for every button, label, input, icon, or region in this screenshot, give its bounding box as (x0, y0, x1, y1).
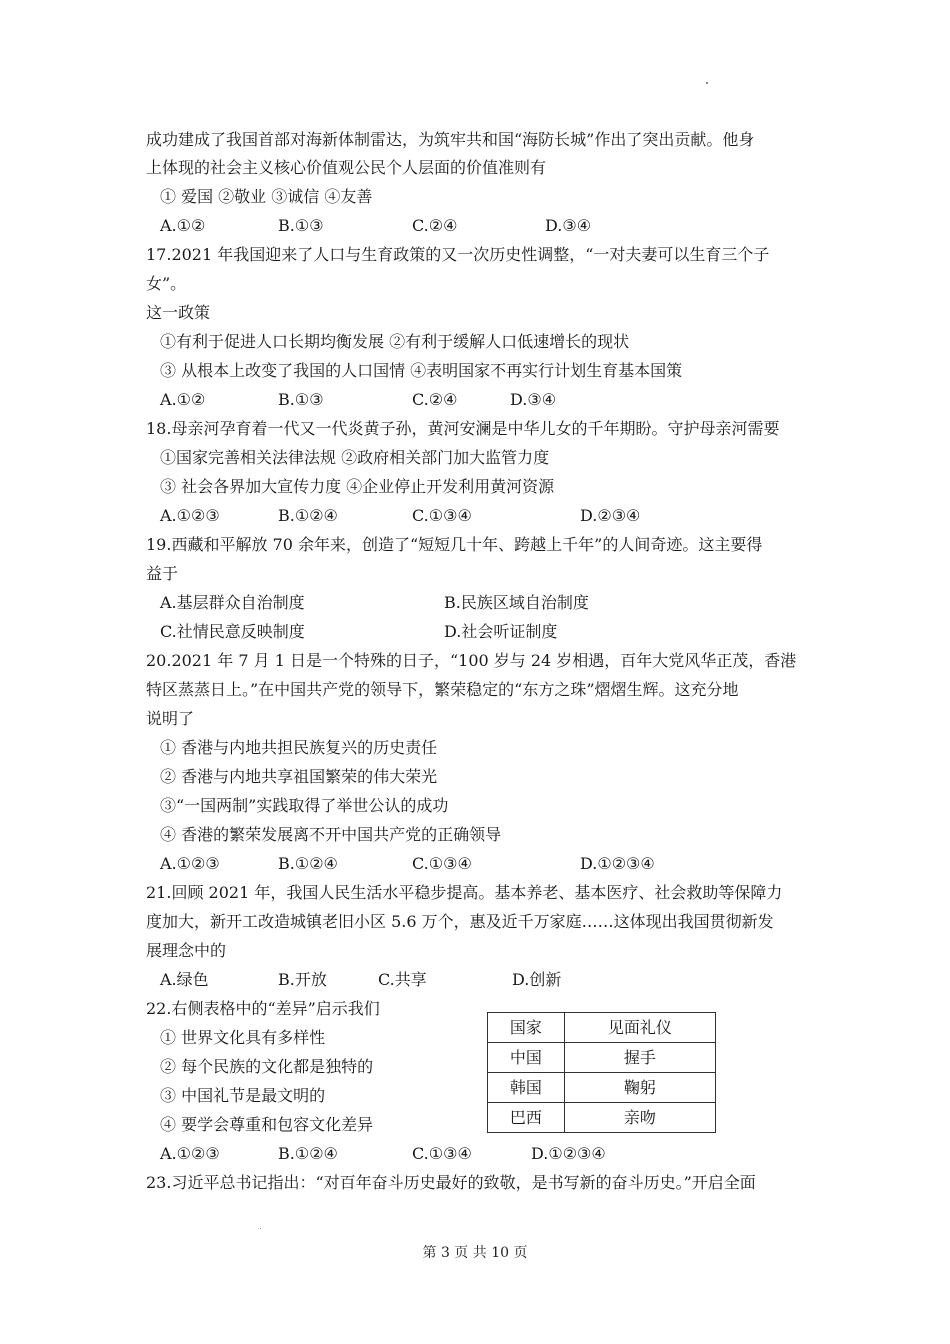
q20-option-c[interactable]: C.①③④ (412, 854, 472, 873)
q22-option-d[interactable]: D.①②③④ (531, 1144, 606, 1163)
q17-option-d[interactable]: D.③④ (510, 390, 557, 409)
q21-option-a[interactable]: A.绿色 (160, 970, 209, 989)
table-cell: 韩国 (488, 1073, 565, 1103)
table-cell: 亲吻 (564, 1103, 715, 1133)
q17-option-b[interactable]: B.①③ (278, 390, 324, 409)
q18-option-b[interactable]: B.①②④ (278, 506, 338, 525)
q16-text-line1: 成功建成了我国首部对海新体制雷达，为筑牢共和国“海防长城”作出了突出贡献。他身 (146, 130, 755, 149)
q22-option-c[interactable]: C.①③④ (412, 1144, 472, 1163)
q19-option-a[interactable]: A.基层群众自治制度 (160, 593, 305, 612)
q16-option-a[interactable]: A.①② (160, 216, 206, 235)
q17-text-line3: 这一政策 (146, 303, 211, 322)
q21-option-b[interactable]: B.开放 (278, 970, 327, 989)
q18-statements-2: ③ 社会各界加大宣传力度 ④企业停止开发利用黄河资源 (160, 477, 555, 496)
table-header-row (488, 1013, 716, 1043)
page-footer: 第 3 页 共 10 页 (422, 1245, 528, 1261)
q20-option-a[interactable]: A.①②③ (160, 854, 220, 873)
q20-text-line3: 说明了 (146, 709, 195, 728)
q20-option-b[interactable]: B.①②④ (278, 854, 338, 873)
corner-mark (706, 82, 708, 84)
table-header-cell: 见面礼仪 (564, 1013, 715, 1043)
q18-option-a[interactable]: A.①②③ (160, 506, 220, 525)
table-cell: 鞠躬 (564, 1073, 715, 1103)
q20-text-line2: 特区蒸蒸日上。”在中国共产党的领导下，繁荣稳定的“东方之珠”熠熠生辉。这充分地 (146, 680, 739, 699)
table-cell: 握手 (564, 1043, 715, 1073)
table-row (488, 1043, 716, 1073)
q17-text-line1: 17.2021 年我国迎来了人口与生育政策的又一次历史性调整，“一对夫妻可以生育三个子 (146, 245, 770, 264)
q19-option-d[interactable]: D.社会听证制度 (444, 622, 558, 641)
q19-option-c[interactable]: C.社情民意反映制度 (160, 622, 305, 641)
q20-statement-2: ② 香港与内地共享祖国繁荣的伟大荣光 (160, 767, 438, 786)
q20-statement-4: ④ 香港的繁荣发展离不开中国共产党的正确领导 (160, 825, 502, 844)
q21-option-d[interactable]: D.创新 (512, 970, 562, 989)
table-row (488, 1103, 716, 1133)
table-header-cell: 国家 (488, 1013, 565, 1043)
q19-option-b[interactable]: B.民族区域自治制度 (444, 593, 589, 612)
q16-option-d[interactable]: D.③④ (545, 216, 592, 235)
q22-text-line1: 22.右侧表格中的“差异”启示我们 (146, 999, 380, 1018)
q19-text-line1: 19.西藏和平解放 70 余年来，创造了“短短几十年、跨越上千年”的人间奇迹。这主要得 (146, 535, 763, 554)
q22-option-b[interactable]: B.①②④ (278, 1144, 338, 1163)
q21-text-line1: 21.回顾 2021 年，我国人民生活水平稳步提高。基本养老、基本医疗、社会救助等保障力 (146, 883, 783, 902)
q20-statement-3: ③“一国两制”实践取得了举世公认的成功 (160, 796, 449, 815)
q19-text-line2: 益于 (146, 564, 179, 583)
table-cell: 中国 (488, 1043, 565, 1073)
q17-option-a[interactable]: A.①② (160, 390, 206, 409)
q23-text-line1: 23.习近平总书记指出：“对百年奋斗历史最好的致敬，是书写新的奋斗历史。”开启全面 (146, 1173, 756, 1192)
table-row (488, 1073, 716, 1103)
q22-statement-4: ④ 要学会尊重和包容文化差异 (160, 1115, 374, 1134)
q22-statement-1: ① 世界文化具有多样性 (160, 1028, 326, 1047)
etiquette-table (487, 1012, 716, 1133)
q16-statements: ① 爱国 ②敬业 ③诚信 ④友善 (160, 187, 373, 206)
q22-statement-2: ② 每个民族的文化都是独特的 (160, 1057, 374, 1076)
q18-option-c[interactable]: C.①③④ (412, 506, 472, 525)
q20-option-d[interactable]: D.①②③④ (580, 854, 655, 873)
q16-option-c[interactable]: C.②④ (412, 216, 458, 235)
q21-text-line3: 展理念中的 (146, 941, 227, 960)
q22-option-a[interactable]: A.①②③ (160, 1144, 220, 1163)
q18-option-d[interactable]: D.②③④ (580, 506, 641, 525)
q18-text-line1: 18.母亲河孕育着一代又一代炎黄子孙，黄河安澜是中华儿女的千年期盼。守护母亲河需要 (146, 419, 780, 438)
q21-text-line2: 度加大，新开工改造城镇老旧小区 5.6 万个，惠及近千万家庭……这体现出我国贯彻新发 (146, 912, 774, 931)
q18-statements-1: ①国家完善相关法律法规 ②政府相关部门加大监管力度 (160, 448, 550, 467)
q22-statement-3: ③ 中国礼节是最文明的 (160, 1086, 326, 1105)
q17-text-line2: 女”。 (146, 274, 187, 293)
q16-text-line2: 上体现的社会主义核心价值观公民个人层面的价值准则有 (146, 158, 547, 177)
q20-statement-1: ① 香港与内地共担民族复兴的历史责任 (160, 738, 438, 757)
q20-text-line1: 20.2021 年 7 月 1 日是一个特殊的日子，“100 岁与 24 岁相遇，百年大党风华正茂，香港 (146, 651, 797, 670)
q17-option-c[interactable]: C.②④ (412, 390, 458, 409)
q21-option-c[interactable]: C.共享 (378, 970, 427, 989)
q17-statements-2: ③ 从根本上改变了我国的人口国情 ④表明国家不再实行计划生育基本国策 (160, 361, 683, 380)
q16-option-b[interactable]: B.①③ (278, 216, 324, 235)
q17-statements-1: ①有利于促进人口长期均衡发展 ②有利于缓解人口低速增长的现状 (160, 332, 630, 351)
table-cell: 巴西 (488, 1103, 565, 1133)
margin-mark (260, 1228, 261, 1229)
